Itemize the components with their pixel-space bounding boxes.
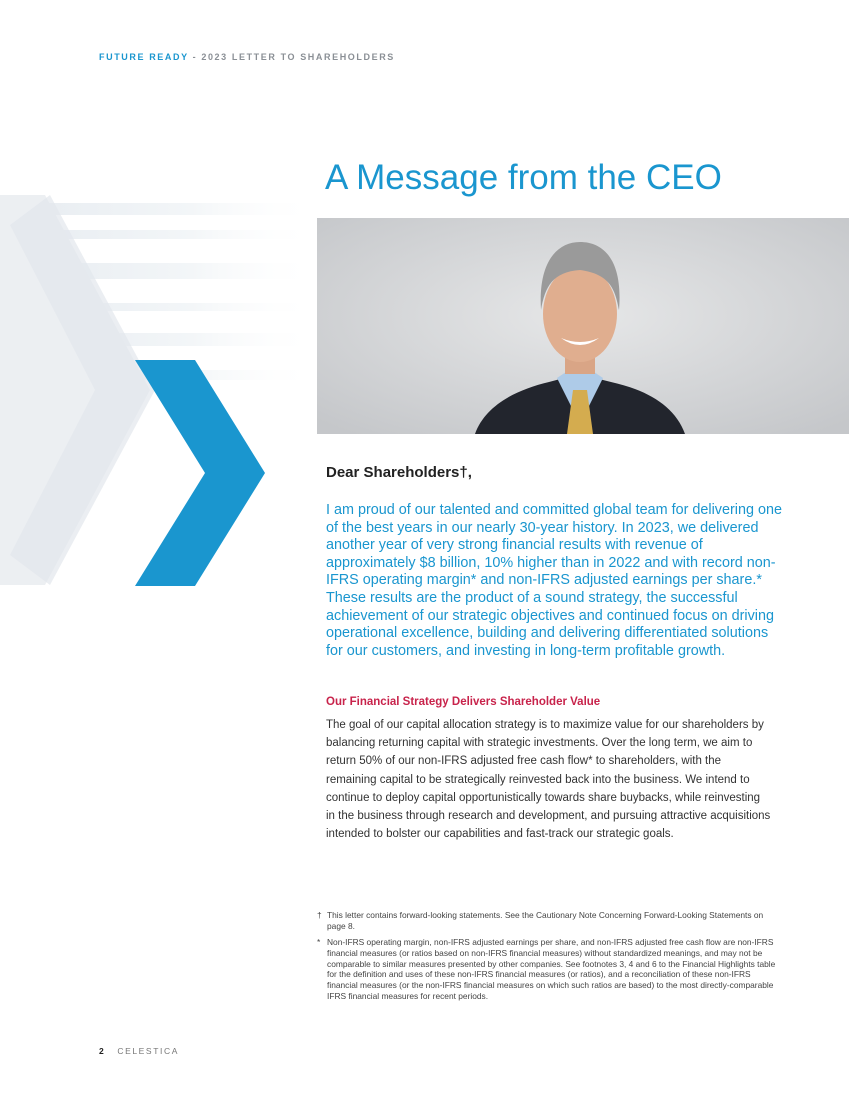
section-heading: Our Financial Strategy Delivers Shareholder Value xyxy=(326,696,601,708)
company-name: CELESTICA xyxy=(117,1046,179,1056)
letter-intro: I am proud of our talented and committed global team for delivering one of the best years in our nearly 30-year history. In 2023, we delivered another year of very strong financial results with revenue of approximately $8 billion, 10% higher than in 2022 and with record non-IFRS operating margin* and non-IFRS adjusted earnings per share.* These results are the product of a sound strategy, the successful achievement of our strategic objectives and continued focus on driving operational excellence, building and delivering differentiated solutions for our customers, and investing in long-term profitable growth. xyxy=(326,502,782,659)
header-accent: FUTURE READY xyxy=(99,52,189,62)
footnote-text: Non-IFRS operating margin, non-IFRS adjusted earnings per share, and non-IFRS adjusted free cash flow are non-IFRS financial measures (or ratios based on non-IFRS financial measures) without standardized meanings, and may not be comparable to similar measures presented by other companies. See footnotes 3, 4 and 6 to the Financial Highlights table for the definition and uses of these non-IFRS financial measures (or ratios), and a reconciliation of these non-IFRS financial measures (or the non-IFRS financial measures on which such ratios are based) to the most directly-comparable IFRS financial measures for recent periods. xyxy=(327,937,776,1001)
page-title: A Message from the CEO xyxy=(325,158,722,197)
page-footer xyxy=(99,1046,179,1056)
footnote-symbol: † xyxy=(317,910,322,920)
footnote-symbol: * xyxy=(317,937,321,947)
chevron-graphic xyxy=(0,185,320,625)
footnote-asterisk xyxy=(317,937,779,1002)
section-body: The goal of our capital allocation strategy is to maximize value for our shareholders by balancing returning capital with strategic investments. Over the long term, we aim to return 50% of our non-IFRS adjusted free cash flow* to shareholders, with the remaining capital to be strategically reinvested back into the business. We intend to continue to deploy capital opportunistically towards share buybacks, while reinvesting in the business through research and development, and pursuing attractive acquisitions intended to bolster our capabilities and fast-track our strategic goals. xyxy=(326,719,771,841)
header-rest: - 2023 LETTER TO SHAREHOLDERS xyxy=(188,52,395,62)
letter-salutation: Dear Shareholders†, xyxy=(326,464,472,481)
ceo-portrait-image xyxy=(317,218,849,434)
footnote-text: This letter contains forward-looking statements. See the Cautionary Note Concerning Forward-Looking Statements on page 8. xyxy=(327,910,764,931)
page-number: 2 xyxy=(99,1046,106,1056)
footnote-dagger xyxy=(317,910,779,932)
running-header xyxy=(99,52,395,62)
